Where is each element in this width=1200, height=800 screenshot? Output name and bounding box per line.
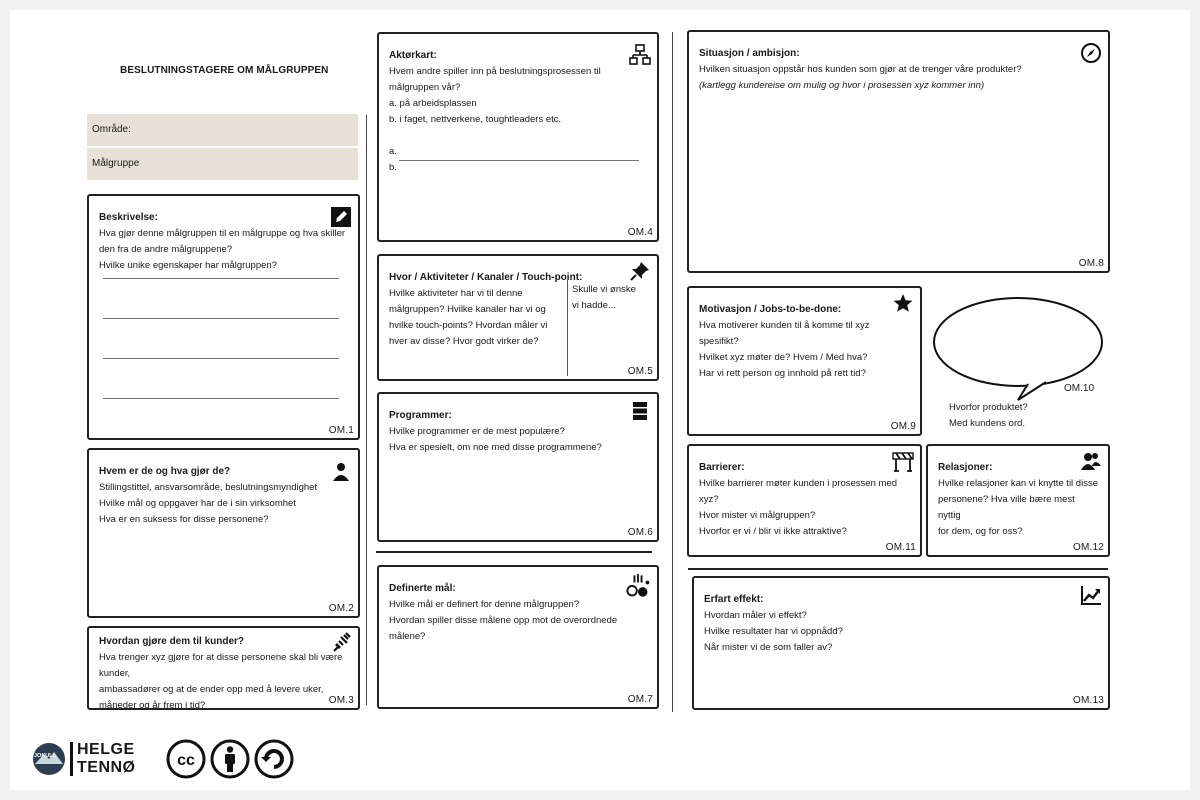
om12-title: Relasjoner: <box>938 462 993 473</box>
om6-id: OM.6 <box>627 527 653 538</box>
box-om6[interactable] <box>377 392 659 542</box>
box-om5[interactable] <box>377 254 659 381</box>
pin-icon <box>629 260 651 282</box>
logo-line1: HELGE <box>77 741 135 758</box>
trend-chart-icon <box>1080 584 1102 606</box>
om7-line-2: Hvordan spiller disse målene opp mot de overordnede målene? <box>389 615 618 642</box>
om11-line-2: Hvor mister vi målgruppen? <box>699 510 816 521</box>
om10-line-2: Med kundens ord. <box>949 418 1026 429</box>
om5-id: OM.5 <box>627 366 653 377</box>
om9-line-1: Hva motiverer kunden til å komme til xyz spesifikt? <box>699 320 870 347</box>
om13-line-2: Hvilke resultater har vi oppnådd? <box>704 626 843 637</box>
om11-line-1: Hvilke barrierer møter kunden i prosessen med xyz? <box>699 478 897 505</box>
om11-id: OM.11 <box>885 542 916 553</box>
jokull-logo-icon <box>32 742 66 776</box>
star-icon <box>892 292 914 314</box>
box-om12[interactable] <box>926 444 1110 557</box>
om5-divider <box>567 280 568 376</box>
om11-line-3: Hvorfor er vi / blir vi ikke attraktive? <box>699 526 847 537</box>
om10-line-1: Hvorfor produktet? <box>949 402 1028 413</box>
om6-line-1: Hvilke programmer er de mest populære? <box>389 426 565 437</box>
om4-id: OM.4 <box>627 227 653 238</box>
person-icon <box>330 460 352 482</box>
om5-title: Hvor / Aktiviteter / Kanaler / Touch-point: <box>389 272 583 283</box>
box-om11[interactable] <box>687 444 922 557</box>
footer-logo <box>28 730 150 788</box>
sharealike-icon <box>254 739 294 779</box>
om8-line-1: Hvilken situasjon oppstår hos kunden som gjør at de trenger våre produkter? <box>699 64 1022 75</box>
om1-rule-1 <box>103 278 339 279</box>
om3-line-2: ambassadører og at de ender opp med å levere uker, <box>99 684 324 695</box>
om8-italic-note: (kartlegg kundereise om mulig og hvor i prosessen xyz kommer inn) <box>699 80 985 91</box>
om7-title: Definerte mål: <box>389 583 456 594</box>
om12-id: OM.12 <box>1072 542 1104 553</box>
om4-line-1: Hvem andre spiller inn på beslutningsprosessen til målgruppen vår? <box>389 66 601 93</box>
om3-id: OM.3 <box>328 695 354 706</box>
group-icon <box>1080 450 1102 472</box>
om13-line-1: Hvordan måler vi effekt? <box>704 610 807 621</box>
malgruppe-field[interactable]: Målgruppe <box>87 148 358 180</box>
om2-line-3: Hva er en suksess for disse personene? <box>99 514 269 525</box>
box-om9[interactable] <box>687 286 922 436</box>
om1-rule-2 <box>103 318 339 319</box>
divider-middle <box>672 32 673 712</box>
barrier-icon <box>892 450 914 472</box>
om5-line-1: Hvilke aktiviteter har vi til denne <box>389 288 523 299</box>
box-om7[interactable] <box>377 565 659 709</box>
om8-title: Situasjon / ambisjon: <box>699 48 800 59</box>
om2-id: OM.2 <box>328 603 354 614</box>
attribution-icon <box>210 739 250 779</box>
om5-line-3: hvilke touch-points? Hvordan måler vi <box>389 320 548 331</box>
om1-id: OM.1 <box>328 425 354 436</box>
logo-line2: TENNØ <box>77 759 136 776</box>
jokull-text: JOKULL <box>34 753 56 759</box>
om4-line-2: a. på arbeidsplassen <box>389 98 477 109</box>
list-icon <box>629 400 651 422</box>
om4-rule <box>399 160 639 161</box>
om5-side-2: vi hadde... <box>572 300 616 311</box>
om13-title: Erfart effekt: <box>704 594 764 605</box>
box-om2[interactable] <box>87 448 360 618</box>
omrade-field[interactable]: Område: <box>87 114 358 146</box>
logo-divider <box>70 742 73 776</box>
box-om3[interactable] <box>87 626 360 710</box>
om6-line-2: Hva er spesielt, om noe med disse programmene? <box>389 442 602 453</box>
om6-title: Programmer: <box>389 410 452 421</box>
om12-line-2: personene? Hva ville bære mest nyttig <box>938 494 1075 521</box>
om4-line-3: b. i faget, nettverkene, toughtleaders etc. <box>389 114 562 125</box>
page-title: BESLUTNINGSTAGERE OM MÅLGRUPPEN <box>120 65 329 76</box>
om1-title: Beskrivelse: <box>99 212 158 223</box>
om7-id: OM.7 <box>627 694 653 705</box>
plug-icon <box>330 632 352 654</box>
om12-line-3: for dem, og for oss? <box>938 526 1023 537</box>
om4-extra-b: b. <box>389 162 397 173</box>
om13-id: OM.13 <box>1072 695 1104 706</box>
om11-title: Barrierer: <box>699 462 745 473</box>
box-om8[interactable] <box>687 30 1110 273</box>
divider-h-right <box>688 568 1108 570</box>
compass-icon <box>1080 42 1102 64</box>
divider-h-middle <box>376 551 652 553</box>
om2-line-1: Stillingstittel, ansvarsområde, beslutningsmyndighet <box>99 482 318 493</box>
om4-title: Aktørkart: <box>389 50 437 61</box>
cc-text: cc <box>177 752 195 769</box>
om7-line-1: Hvilke mål er definert for denne målgruppen? <box>389 599 580 610</box>
sitemap-icon <box>629 44 651 66</box>
om9-id: OM.9 <box>890 421 916 432</box>
om5-line-2: målgruppen? Hvilke kanaler har vi og <box>389 304 546 315</box>
om1-line-3: Hvilke unike egenskaper har målgruppen? <box>99 260 277 271</box>
om10-id: OM.10 <box>1064 383 1095 394</box>
om8-id: OM.8 <box>1078 258 1104 269</box>
cc-icon <box>166 739 206 779</box>
om3-line-3: måneder og år frem i tid? <box>99 700 206 711</box>
box-om4[interactable] <box>377 32 659 242</box>
om1-line-2: den fra de andre målgruppene? <box>99 244 233 255</box>
om3-title: Hvordan gjøre dem til kunder? <box>99 636 245 647</box>
om9-title: Motivasjon / Jobs-to-be-done: <box>699 304 842 315</box>
om3-line-1: Hva trenger xyz gjøre for at disse personene skal bli være kunder, <box>99 652 343 679</box>
om2-title: Hvem er de og hva gjør de? <box>99 466 231 477</box>
om2-line-2: Hvilke mål og oppgaver har de i sin virksomhet <box>99 498 296 509</box>
box-om1[interactable] <box>87 194 360 440</box>
om5-side-1: Skulle vi ønske <box>572 284 636 295</box>
om9-line-2: Hvilket xyz møter de? Hvem / Med hva? <box>699 352 868 363</box>
om1-line-1: Hva gjør denne målgruppen til en målgruppe og hva skiller <box>99 228 346 239</box>
divider-left <box>366 115 367 705</box>
om9-line-3: Har vi rett person og innhold på rett tid? <box>699 368 866 379</box>
om5-line-4: hver av disse? Hvor godt virker de? <box>389 336 539 347</box>
box-om13[interactable] <box>692 576 1110 710</box>
edit-icon <box>330 206 352 228</box>
goals-icon <box>625 573 651 599</box>
om1-rule-3 <box>103 358 339 359</box>
om1-rule-4 <box>103 398 339 399</box>
om4-extra-a: a. <box>389 146 397 157</box>
om12-line-1: Hvilke relasjoner kan vi knytte til disse <box>938 478 1098 489</box>
om13-line-3: Når mister vi de som faller av? <box>704 642 833 653</box>
